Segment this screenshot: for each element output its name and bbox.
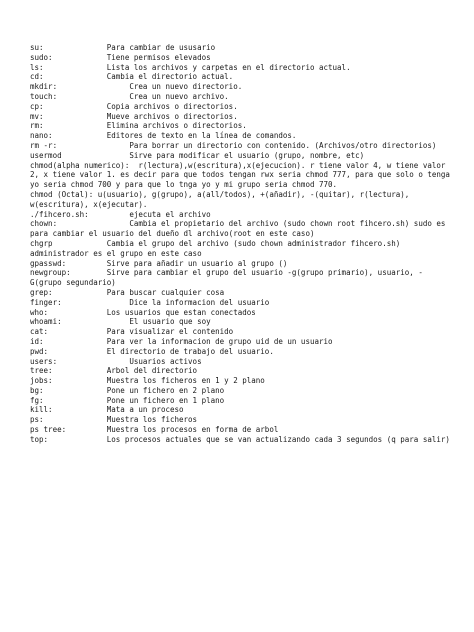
text-line-ps: ps: Muestra los ficheros [30, 415, 198, 425]
text-line-whoami: whoami: El usuario que soy [30, 317, 211, 327]
text-line-fg: fg: Pone un fichero en 1 plano [30, 395, 225, 405]
text-line-ls: ls: Lista los archivos y carpetas en el directorio actual. [30, 62, 351, 72]
text-line-jobs: jobs: Muestra los ficheros en 1 y 2 plano [30, 376, 265, 386]
text-line-newgroup: newgroup: Sirve para cambiar el grupo del usuario -g(grupo primario), usuario, -G(grupo segundario) [30, 268, 423, 288]
text-line-who: who: Los usuarios que estan conectados [30, 307, 256, 317]
document-page [30, 43, 455, 445]
text-line-chgrp: chgrp Cambia el grupo del archivo (sudo chown administrador fihcero.sh) administrador es el grupo en este caso [30, 238, 405, 258]
text-line-top: top: Los procesos actuales que se van actualizando cada 3 segundos (q para salir) [30, 434, 450, 444]
text-line-pwd: pwd: El directorio de trabajo del usuario. [30, 346, 274, 356]
text-line-rm-r: rm -r: Para borrar un directorio con contenido. (Archivos/otro directorios) [30, 140, 437, 150]
text-line-finger: finger: Dice la informacion del usuario [30, 297, 270, 307]
text-line-usermod: usermod Sirve para modificar el usuario (grupo, nombre, etc) [30, 150, 365, 160]
text-line-chown: chown: Cambia el propietario del archivo (sudo chown root fihcero.sh) sudo es para cambiar el usuario del dueño dl archivo(root en este caso) [30, 219, 450, 239]
text-line-su: su: Para cambiar de ususario [30, 43, 216, 52]
text-line-tree: tree: Arbol del directorio [30, 366, 198, 376]
text-line-fichero-sh: ./fihcero.sh: ejecuta el archivo [30, 209, 211, 219]
text-line-bg: bg: Pone un fichero en 2 plano [30, 385, 225, 395]
text-line-id: id: Para ver la informacion de grupo uid de un usuario [30, 336, 333, 346]
text-line-ps-tree: ps tree: Muestra los procesos en forma de arbol [30, 425, 279, 435]
text-line-nano: nano: Editores de texto en la línea de comandos. [30, 131, 297, 141]
text-line-cp: cp: Copia archivos o directorios. [30, 101, 238, 111]
text-line-kill: kill: Mata a un proceso [30, 405, 184, 415]
text-line-mkdir: mkdir: Crea un nuevo directorio. [30, 82, 243, 92]
text-line-grep: grep: Para buscar cualquier cosa [30, 287, 225, 297]
text-line-users: users: Usuarios activos [30, 356, 202, 366]
text-line-cd: cd: Cambia el directorio actual. [30, 72, 234, 82]
text-line-sudo: sudo: Tiene permisos elevados [30, 52, 211, 62]
text-line-cat: cat: Para visualizar el contenido [30, 327, 234, 337]
text-line-chmod-alpha: chmod(alpha numerico): r(lectura),w(escritura),x(ejecucion). r tiene valor 4, w tiene valor 2, x tiene valor 1. es decir para que todos tengan rwx seria chmod 777, para que solo o tenga yo seria chmod 700 y para que lo tnga yo y mi grupo seria chmod 770. [30, 160, 455, 190]
text-line-mv: mv: Mueve archivos o directorios. [30, 111, 238, 121]
text-line-gpasswd: gpasswd: Sirve para añadir un usuario al grupo () [30, 258, 288, 268]
text-line-touch: touch: Crea un nuevo archivo. [30, 91, 229, 101]
text-line-rm: rm: Elimina archivos o directorios. [30, 121, 247, 131]
text-line-chmod-octal: chmod (Octal): u(usuario), g(grupo), a(all/todos), +(añadir), -(quitar), r(lectura), w(escritura), x(ejecutar). [30, 189, 414, 209]
